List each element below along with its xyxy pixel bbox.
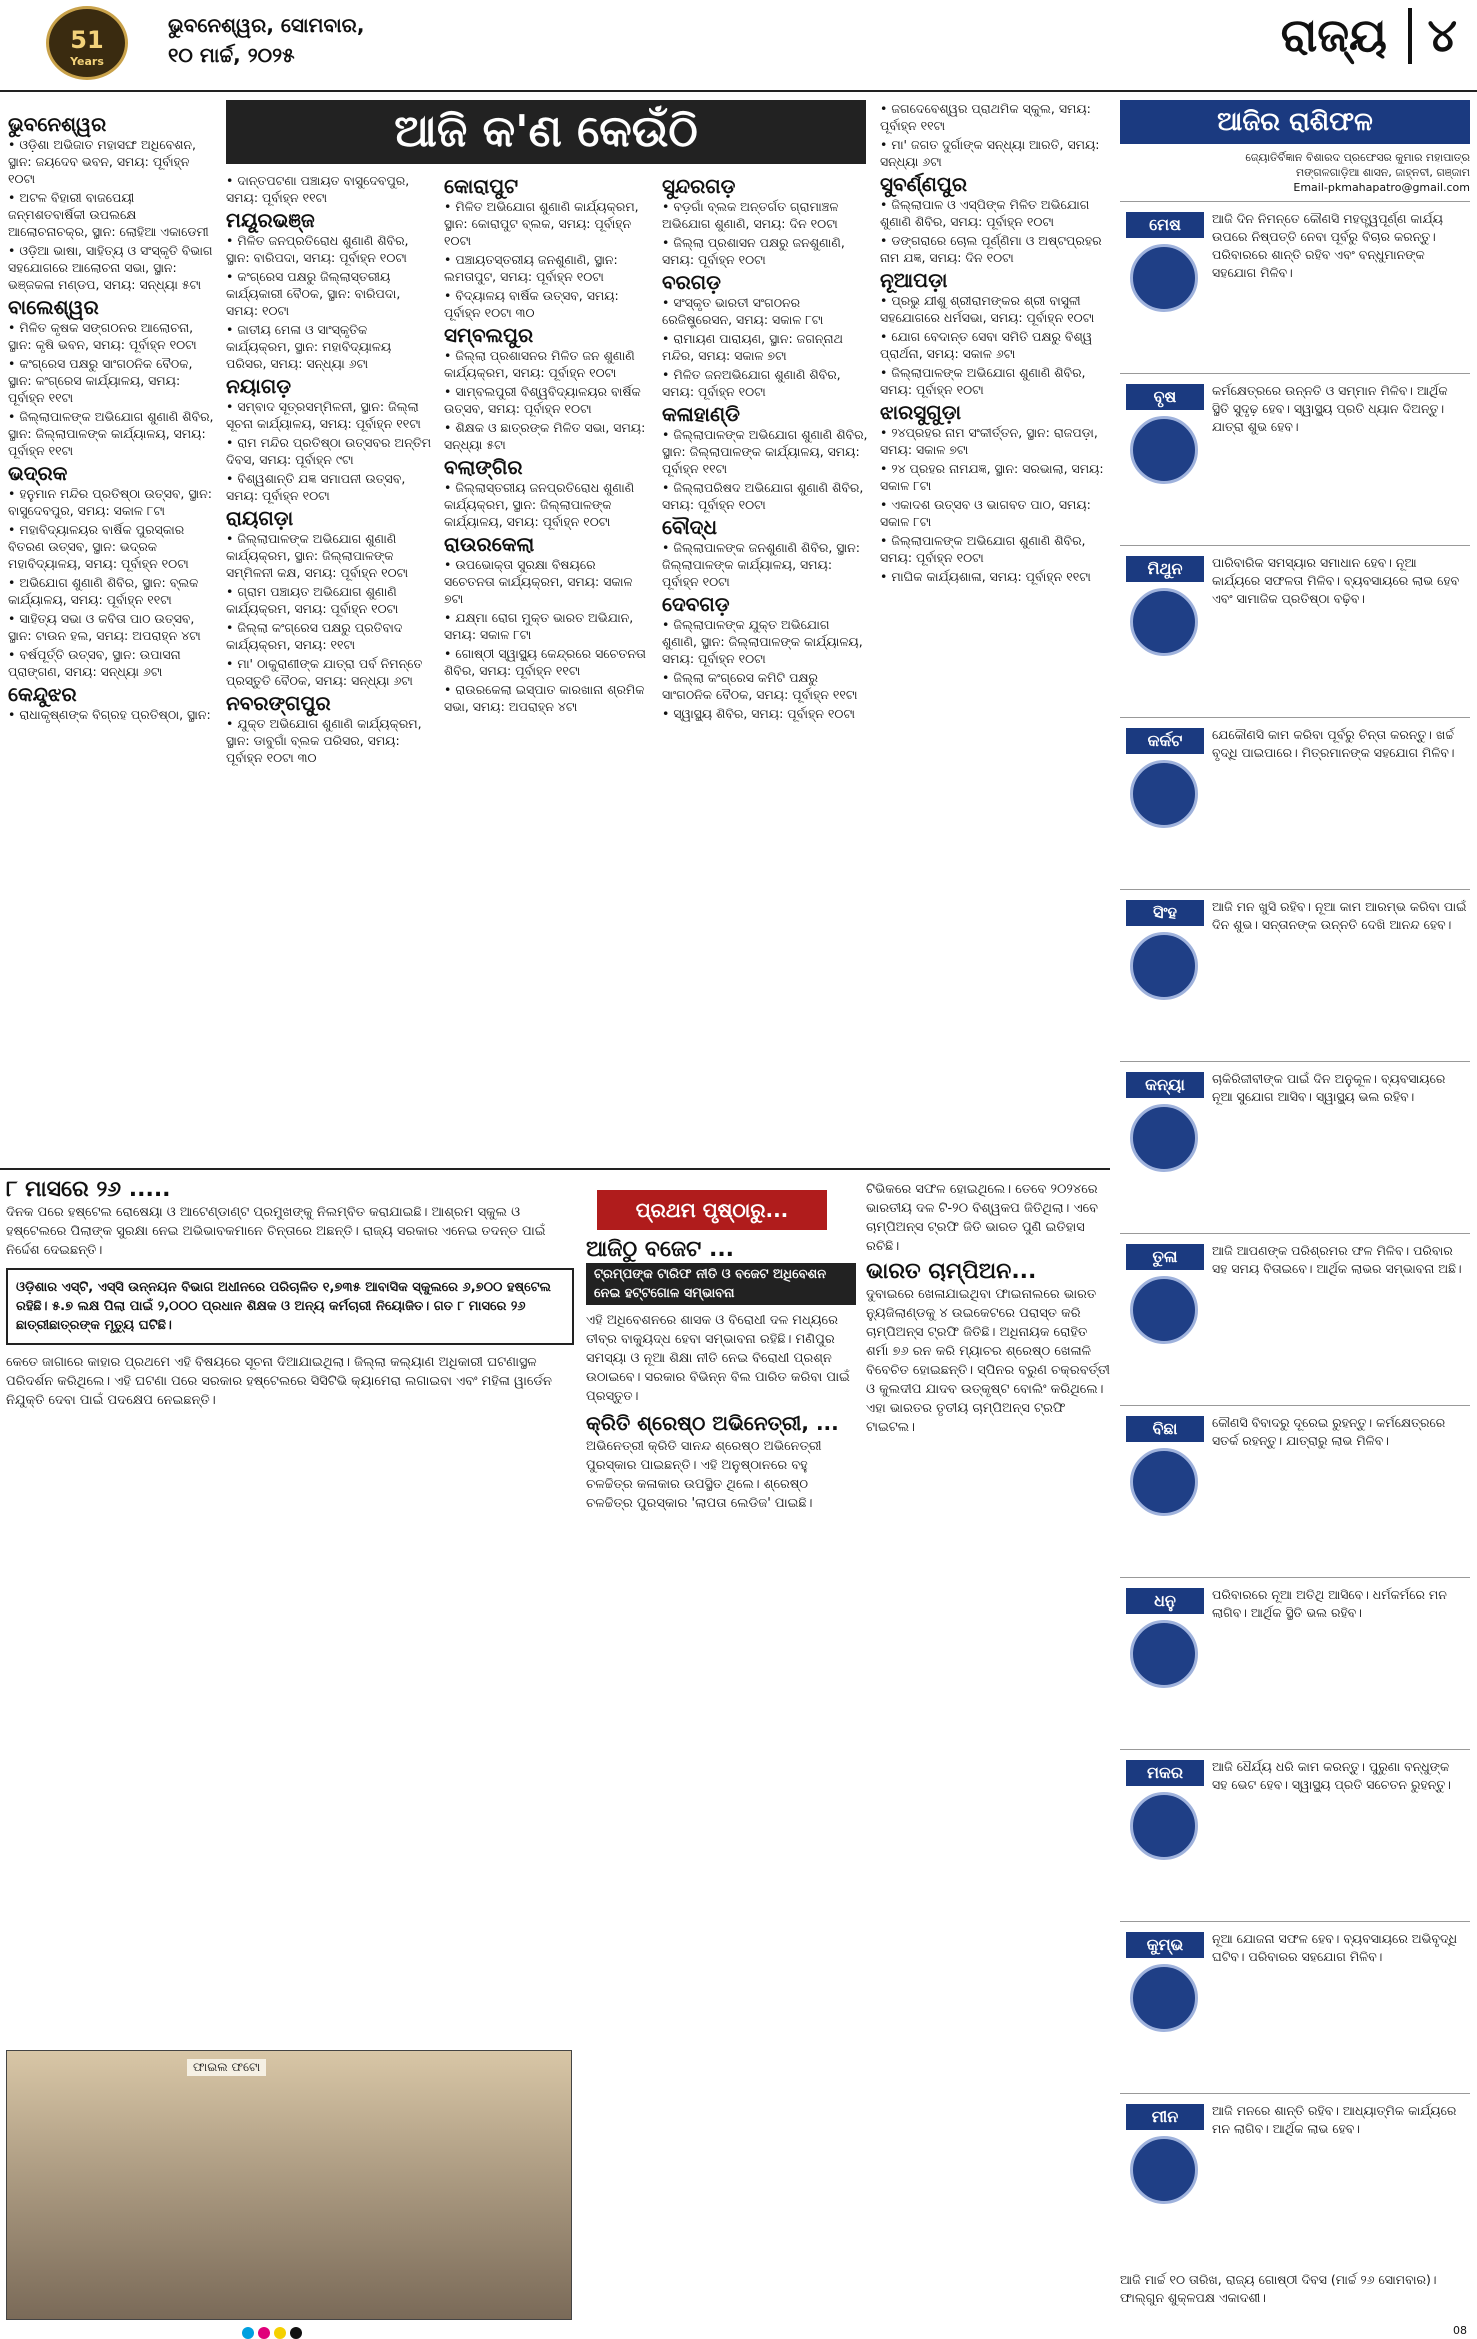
color-registration-marks: [240, 2324, 304, 2339]
zodiac-icon: [1130, 588, 1198, 656]
article-india-champion: [866, 1180, 1110, 1437]
zodiac-sign: [1120, 1749, 1470, 1921]
event-item: • ଜିଲ୍ଲା ପ୍ରଶାସନର ମିଳିତ ଜନ ଶୁଣାଣି କାର୍ଯ୍ୟକ୍ରମ, ସମୟ: ପୂର୍ବାହ୍ନ ୧୦ଟା: [444, 348, 635, 380]
event-item: • ଏକାଦଶ ଉତ୍ସବ ଓ ଭାଗବତ ପାଠ, ସମୟ: ସକାଳ ୮ଟା: [880, 497, 1091, 529]
event-place-heading: ନୂଆପଡ଼ା: [880, 268, 948, 292]
event-item: • ରାମ ମନ୍ଦିର ପ୍ରତିଷ୍ଠା ଉତ୍ସବର ଅନ୍ତିମ ଦିବସ, ସମୟ: ପୂର୍ବାହ୍ନ ୯ଟା: [226, 435, 432, 467]
event-item: • ଗ୍ରାମ ପଞ୍ଚାୟତ ଅଭିଯୋଗ ଶୁଣାଣି କାର୍ଯ୍ୟକ୍ରମ, ସମୟ: ପୂର୍ବାହ୍ନ ୧୦ଟା: [226, 584, 399, 616]
event-item: • ଜିଲ୍ଲା କଂଗ୍ରେସ ପକ୍ଷରୁ ପ୍ରତିବାଦ କାର୍ଯ୍ୟକ୍ରମ, ସମୟ: ୧୧ଟା: [226, 620, 403, 652]
event-place-heading: କଳାହାଣ୍ଡି: [662, 402, 740, 426]
event-place-heading: କେନ୍ଦୁଝର: [8, 682, 77, 706]
zodiac-icon: [1130, 1792, 1198, 1860]
zodiac-sign-name: କନ୍ୟା: [1126, 1072, 1204, 1098]
zodiac-icon: [1130, 1276, 1198, 1344]
event-item: • ମିଳିତ ଅଭିଯୋଗ ଶୁଣାଣି କାର୍ଯ୍ୟକ୍ରମ, ସ୍ଥାନ: କୋରାପୁଟ ବ୍ଲକ, ସମୟ: ପୂର୍ବାହ୍ନ ୧୦ଟା: [444, 199, 639, 248]
section-divider: [0, 1168, 1110, 1170]
zodiac-sign-name: ମେଷ: [1126, 212, 1204, 238]
article-highlight-box: ଓଡ଼ିଶାର ଏସ୍‌ଟି, ଏସ୍‌ସି ଉନ୍ନୟନ ବିଭାଗ ଅଧୀନରେ ପରିଚାଳିତ ୧,୭୩୫ ଆବାସିକ ସ୍କୁଲରେ ୬,୭୦୦ ହଷ୍ଟେଲ ରହିଛି। ୫.୭ ଲକ୍ଷ ପିଲା ପାଇଁ ୨,୦୦୦ ପ୍ରଧାନ ଶିକ୍ଷକ ଓ ଅନ୍ୟ କର୍ମଚାରୀ ନିୟୋଜିତ। ଗତ ୮ ମାସରେ ୨୬ ଛାତ୍ରୀଛାତ୍ରଙ୍କ ମୃତ୍ୟୁ ଘଟିଛି।: [6, 1268, 574, 1345]
photo-caption: ଫାଇଲ ଫଟୋ: [187, 2059, 266, 2076]
zodiac-icon: [1130, 416, 1198, 484]
zodiac-sign: [1120, 1921, 1470, 2093]
event-item: • ସ୍ୱାସ୍ଥ୍ୟ ଶିବିର, ସମୟ: ପୂର୍ବାହ୍ନ ୧୦ଟା: [662, 706, 855, 721]
event-item: • ଓଡ଼ିଶା ଅଭିଜାତ ମହାସଙ୍ଘ ଅଧିବେଶନ, ସ୍ଥାନ: ଜୟଦେବ ଭବନ, ସମୟ: ପୂର୍ବାହ୍ନ ୧୦ଟା: [8, 137, 197, 186]
zodiac-icon: [1130, 2136, 1198, 2204]
event-place-heading: ସମ୍ବଲପୁର: [444, 323, 534, 347]
zodiac-prediction: ଆଜି ଦିନ ନିମନ୍ତେ କୌଣସି ମହତ୍ତ୍ୱପୂର୍ଣ୍ଣ କାର୍ଯ୍ୟ ଉପରେ ନିଷ୍ପତ୍ତି ନେବା ପୂର୍ବରୁ ବିଚାର କରନ୍ତୁ। ପରିବାରରେ ଶାନ୍ତି ରହିବ ଏବଂ ବନ୍ଧୁମାନଙ୍କ ସହଯୋଗ ମିଳିବ।: [1212, 211, 1443, 280]
event-item: • ୨୪ ପ୍ରହର ନାମଯଜ୍ଞ, ସ୍ଥାନ: ସରଭାଲା, ସମୟ: ସକାଳ ୮ଟା: [880, 461, 1104, 493]
kriti-body: ଅଭିନେତ୍ରୀ କ୍ରିତି ସାନନ୍ଦ ଶ୍ରେଷ୍ଠ ଅଭିନେତ୍ରୀ ପୁରସ୍କାର ପାଇଛନ୍ତି। ଏହି ଅନୁଷ୍ଠାନରେ ବହୁ ଚଳଚ୍ଚିତ୍ର କଳାକାର ଉପସ୍ଥିତ ଥିଲେ। ଶ୍ରେଷ୍ଠ ଚଳଚ୍ଚିତ୍ର ପୁରସ୍କାର 'ଲାପତା ଲେଡିଜ' ପାଇଛି।: [586, 1439, 822, 1511]
zodiac-sign: [1120, 1577, 1470, 1749]
page-number: ୪: [1408, 8, 1458, 64]
champion-body: ଦୁବାଇରେ ଖେଳାଯାଇଥିବା ଫାଇନାଲରେ ଭାରତ ନ୍ୟୁଜିଲାଣ୍ଡକୁ ୪ ଉଇକେଟରେ ପରାସ୍ତ କରି ଚାମ୍ପିଅନ୍ସ ଟ୍ରଫି ଜିତିଛି। ଅଧିନାୟକ ରୋହିତ ଶର୍ମା ୭୬ ରନ କରି ମ୍ୟାଚର ଶ୍ରେଷ୍ଠ ଖେଳାଳି ବିବେଚିତ ହୋଇଛନ୍ତି। ସ୍ପିନର ବରୁଣ ଚକ୍ରବର୍ତ୍ତୀ ଓ କୁଲଦୀପ ଯାଦବ ଉତ୍କୃଷ୍ଟ ବୋଲିଂ କରିଥିଲେ। ଏହା ଭାରତର ତୃତୀୟ ଚାମ୍ପିଅନ୍ସ ଟ୍ରଫି ଟାଇଟଲ।: [866, 1287, 1110, 1435]
event-item: • ଗୋଷ୍ଠୀ ସ୍ୱାସ୍ଥ୍ୟ କେନ୍ଦ୍ରରେ ସଚେତନତା ଶିବିର, ସମୟ: ପୂର୍ବାହ୍ନ ୧୧ଟା: [444, 646, 646, 678]
event-place-heading: ନୟାଗଡ଼: [226, 374, 292, 398]
zodiac-icon: [1130, 1448, 1198, 1516]
event-item: • ମହାବିଦ୍ୟାଳୟର ବାର୍ଷିକ ପୁରସ୍କାର ବିତରଣ ଉତ୍ସବ, ସ୍ଥାନ: ଭଦ୍ରକ ମହାବିଦ୍ୟାଳୟ, ସମୟ: ପୂର୍ବାହ୍ନ ୧୦ଟା: [8, 522, 189, 571]
masthead: [0, 0, 1477, 92]
event-item: • ଅଭିଯୋଗ ଶୁଣାଣି ଶିବିର, ସ୍ଥାନ: ବ୍ଲକ କାର୍ଯ୍ୟାଳୟ, ସମୟ: ପୂର୍ବାହ୍ନ ୧୧ଟା: [8, 575, 199, 607]
zodiac-sign-name: ବିଛା: [1126, 1416, 1204, 1442]
budget-subheadline: ଟ୍ରମ୍ପଙ୍କ ଟାରିଫ ନୀତି ଓ ବଜେଟ ଅଧିବେଶନ ନେଇ ହଟ୍ଟଗୋଳ ସମ୍ଭାବନା: [586, 1263, 856, 1305]
horoscope-byline: [1120, 150, 1470, 195]
event-item: • ପଞ୍ଚାୟତସ୍ତରୀୟ ଜନଶୁଣାଣି, ସ୍ଥାନ: ଲମତାପୁଟ, ସମୟ: ପୂର୍ବାହ୍ନ ୧୦ଟା: [444, 252, 618, 284]
zodiac-prediction: କୌଣସି ବିବାଦରୁ ଦୂରେଇ ରୁହନ୍ତୁ। କର୍ମକ୍ଷେତ୍ରରେ ସତର୍କ ରହନ୍ତୁ। ଯାତ୍ରାରୁ ଲାଭ ମିଳିବ।: [1212, 1415, 1446, 1448]
budget-headline: ଆଜିଠୁ ବଜେଟ ...: [586, 1237, 735, 1262]
event-item: • ରାଧାକୃଷ୍ଣଙ୍କ ବିଗ୍ରହ ପ୍ରତିଷ୍ଠା, ସ୍ଥାନ:: [8, 707, 211, 722]
zodiac-icon: [1130, 244, 1198, 312]
event-item: • ମା' ଠାକୁରାଣୀଙ୍କ ଯାତ୍ରା ପର୍ବ ନିମନ୍ତେ ପ୍ରସ୍ତୁତି ବୈଠକ, ସମୟ: ସନ୍ଧ୍ୟା ୬ଟା: [226, 656, 423, 688]
newspaper-logo: [46, 6, 128, 80]
zodiac-sign: [1120, 2093, 1470, 2265]
event-item: • ବଡ଼ଗାଁ ବ୍ଲକ ଅନ୍ତର୍ଗତ ଗ୍ରାମାଞ୍ଚଳ ଅଭିଯୋଗ ଶୁଣାଣି, ସମୟ: ଦିନ ୧୦ଟା: [662, 199, 839, 231]
events-column-3: [444, 172, 650, 717]
event-item: • ଜାତୀୟ ମେଳା ଓ ସାଂସ୍କୃତିକ କାର୍ଯ୍ୟକ୍ରମ, ସ୍ଥାନ: ମହାବିଦ୍ୟାଳୟ ପରିସର, ସମୟ: ସନ୍ଧ୍ୟା ୬ଟା: [226, 322, 392, 371]
magenta-dot: [258, 2327, 270, 2339]
zodiac-icon: [1130, 932, 1198, 1000]
zodiac-prediction: ଆଜି ଧୈର୍ଯ୍ୟ ଧରି କାମ କରନ୍ତୁ। ପୁରୁଣା ବନ୍ଧୁଙ୍କ ସହ ଭେଟ ହେବ। ସ୍ୱାସ୍ଥ୍ୟ ପ୍ରତି ସଚେତନ ରୁହନ୍ତୁ।: [1212, 1759, 1451, 1792]
event-item: • ମିଳିତ କୃଷକ ସଙ୍ଗଠନର ଆଲୋଚନା, ସ୍ଥାନ: କୃଷି ଭବନ, ସମୟ: ପୂର୍ବାହ୍ନ ୧୦ଟା: [8, 320, 197, 352]
horoscope-footer-note: ଆଜି ମାର୍ଚ୍ଚ ୧୦ ତାରିଖ, ରାଜ୍ୟ ଗୋଷ୍ଠୀ ଦିବସ (ମାର୍ଚ୍ଚ ୨୬ ସୋମବାର)। ଫାଲ୍‌ଗୁନ ଶୁକ୍ଳପକ୍ଷ ଏକାଦଶୀ।: [1120, 2272, 1437, 2305]
event-item: • ଦାନ୍ତପଟଣା ପଞ୍ଚାୟତ ବାସୁଦେବପୁର, ସମୟ: ପୂର୍ବାହ୍ନ ୧୧ଟା: [226, 173, 410, 205]
zodiac-sign: [1120, 717, 1470, 889]
event-item: • ମା' ଜଗତ ଦୁର୍ଗାଙ୍କ ସନ୍ଧ୍ୟା ଆରତି, ସମୟ: ସନ୍ଧ୍ୟା ୬ଟା: [880, 137, 1100, 169]
event-place-heading: କୋରାପୁଟ: [444, 174, 519, 198]
budget-body: ଏହି ଅଧିବେଶନରେ ଶାସକ ଓ ବିରୋଧୀ ଦଳ ମଧ୍ୟରେ ତୀବ୍ର ବାକ୍ୟୁଦ୍ଧ ହେବା ସମ୍ଭାବନା ରହିଛି। ମଣିପୁର ସମସ୍ୟା ଓ ନୂଆ ଶିକ୍ଷା ନୀତି ନେଇ ବିରୋଧୀ ପ୍ରଶ୍ନ ଉଠାଇବେ। ସରକାର ବିଭିନ୍ନ ବିଲ ପାରିତ କରିବା ପାଇଁ ପ୍ରସ୍ତୁତ।: [586, 1313, 850, 1404]
article-body: ଦିନକ ପରେ ହଷ୍ଟେଲ ରୋଷେୟା ଓ ଆଟେଣ୍ଡାଣ୍ଟ ପ୍ରମୁଖଙ୍କୁ ନିଲମ୍ବିତ କରାଯାଇଛି। ଆଶ୍ରମ ସ୍କୁଲ ଓ ହଷ୍ଟେଲରେ ପିଲାଙ୍କ ସୁରକ୍ଷା ନେଇ ଅଭିଭାବକମାନେ ଚିନ୍ତାରେ ଅଛନ୍ତି। ରାଜ୍ୟ ସରକାର ଏନେଇ ତଦନ୍ତ ପାଇଁ ନିର୍ଦ୍ଦେଶ ଦେଇଛନ୍ତି।: [6, 1205, 546, 1258]
zodiac-sign-name: ମିଥୁନ: [1126, 556, 1204, 582]
zodiac-prediction: କର୍ମକ୍ଷେତ୍ରରେ ଉନ୍ନତି ଓ ସମ୍ମାନ ମିଳିବ। ଆର୍ଥିକ ସ୍ଥିତି ସୁଦୃଢ଼ ହେବ। ସ୍ୱାସ୍ଥ୍ୟ ପ୍ରତି ଧ୍ୟାନ ଦିଅନ୍ତୁ। ଯାତ୍ରା ଶୁଭ ହେବ।: [1212, 383, 1448, 434]
event-item: • ବର୍ଷପୂର୍ତ୍ତି ଉତ୍ସବ, ସ୍ଥାନ: ଉପାସନା ପ୍ରାଙ୍ଗଣ, ସମୟ: ସନ୍ଧ୍ୟା ୬ଟା: [8, 647, 181, 679]
event-place-heading: ନବରଙ୍ଗପୁର: [226, 691, 331, 715]
zodiac-sign-name: ସିଂହ: [1126, 900, 1204, 926]
continuation-label: ପ୍ରଥମ ପୃଷ୍ଠାରୁ...: [597, 1190, 827, 1230]
zodiac-prediction: ପାରିବାରିକ ସମସ୍ୟାର ସମାଧାନ ହେବ। ନୂଆ କାର୍ଯ୍ୟରେ ସଫଳତା ମିଳିବ। ବ୍ୟବସାୟରେ ଲାଭ ହେବ ଏବଂ ସାମାଜିକ ପ୍ରତିଷ୍ଠା ବଢ଼ିବ।: [1212, 555, 1460, 606]
event-item: • ଯୋଗ ବେଦାନ୍ତ ସେବା ସମିତି ପକ୍ଷରୁ ବିଶ୍ୱ ପ୍ରାର୍ଥନା, ସମୟ: ସକାଳ ୬ଟା: [880, 329, 1093, 361]
zodiac-sign: [1120, 1233, 1470, 1405]
event-item: • ଜିଲ୍ଲାପାଳଙ୍କ ଯୁକ୍ତ ଅଭିଯୋଗ ଶୁଣାଣି, ସ୍ଥାନ: ଜିଲ୍ଲାପାଳଙ୍କ କାର୍ଯ୍ୟାଳୟ, ସମୟ: ପୂର୍ବାହ୍ନ ୧୦ଟା: [662, 617, 863, 666]
event-place-heading: ବଲାଙ୍ଗିର: [444, 455, 523, 479]
zodiac-sign: [1120, 1061, 1470, 1233]
event-item: • ଜଗଦେବେଶ୍ୱର ପ୍ରାଥମିକ ସ୍କୁଲ, ସମୟ: ପୂର୍ବାହ୍ନ ୧୧ଟା: [880, 101, 1091, 133]
events-banner: ଆଜି କ'ଣ କେଉଁଠି: [226, 100, 866, 164]
zodiac-sign-name: ମକର: [1126, 1760, 1204, 1786]
champion-headline: ଭାରତ ଚାମ୍ପିଅନ...: [866, 1259, 1037, 1284]
zodiac-prediction: ଆଜି ମନ ଖୁସି ରହିବ। ନୂଆ କାମ ଆରମ୍ଭ କରିବା ପାଇଁ ଦିନ ଶୁଭ। ସନ୍ତାନଙ୍କ ଉନ୍ନତି ଦେଖି ଆନନ୍ଦ ହେବ।: [1212, 899, 1467, 932]
event-item: • ଜିଲ୍ଲା କଂଗ୍ରେସ କମିଟି ପକ୍ଷରୁ ସାଂଗଠନିକ ବୈଠକ, ସମୟ: ପୂର୍ବାହ୍ନ ୧୧ଟା: [662, 670, 858, 702]
zodiac-sign: [1120, 889, 1470, 1061]
event-place-heading: ବରଗଡ଼: [662, 270, 721, 294]
event-item: • ଯକ୍ଷ୍ମା ରୋଗ ମୁକ୍ତ ଭାରତ ଅଭିଯାନ, ସମୟ: ସକାଳ ୮ଟା: [444, 610, 634, 642]
section-name: ରାଜ୍ୟ: [1280, 8, 1387, 62]
event-item: • ସଂସ୍କୃତ ଭାରତୀ ସଂଗଠନର ରେଜିଷ୍ଟ୍ରେସନ, ସମୟ: ସକାଳ ୮ଟା: [662, 295, 824, 327]
champion-lead: ଟିଭିକରେ ସଫଳ ହୋଇଥିଲେ। ତେବେ ୨୦୨୪ରେ ଭାରତୀୟ ଦଳ ଟି-୨୦ ବିଶ୍ୱକପ ଜିତିଥିଲା। ଏବେ ଚାମ୍ପିଅନ୍ସ ଟ୍ରଫି ଜିତି ଭାରତ ପୁଣି ଇତିହାସ ରଚିଛି।: [866, 1182, 1099, 1254]
events-column-5: [880, 100, 1108, 587]
article-photo: [6, 2050, 572, 2320]
event-item: • ୨୪ପ୍ରହର ନାମ ସଂକୀର୍ତ୍ତନ, ସ୍ଥାନ: ରାଜପଡ଼ା, ସମୟ: ସକାଳ ୭ଟା: [880, 425, 1098, 457]
event-item: • ଅଟଳ ବିହାରୀ ବାଜପେୟୀ ଜନ୍ମଶତବାର୍ଷିକୀ ଉପଲକ୍ଷେ ଆଲୋଚନାଚକ୍ର, ସ୍ଥାନ: ଲୋହିଆ ଏକାଡେମୀ: [8, 190, 209, 239]
event-item: • ମିଳିତ ଜନଅଭିଯୋଗ ଶୁଣାଣି ଶିବିର, ସମୟ: ପୂର୍ବାହ୍ନ ୧୦ଟା: [662, 367, 841, 399]
zodiac-sign-name: ମୀନ: [1126, 2104, 1204, 2130]
event-place-heading: ରାୟଗଡ଼ା: [226, 506, 294, 530]
event-place-heading: ଭଦ୍ରକ: [8, 461, 68, 485]
event-item: • ଜିଲ୍ଲାପାଳ ଓ ଏସ୍‌ପିଙ୍କ ମିଳିତ ଅଭିଯୋଗ ଶୁଣାଣି ଶିବିର, ସମୟ: ପୂର୍ବାହ୍ନ ୧୦ଟା: [880, 197, 1090, 229]
events-column-2: [226, 172, 432, 768]
event-item: • ଜିଲ୍ଲାପାଳଙ୍କ ଅଭିଯୋଗ ଶୁଣାଣି ଶିବିର, ସମୟ: ପୂର୍ବାହ୍ନ ୧୦ଟା: [880, 365, 1086, 397]
page-code: 08: [1453, 2324, 1467, 2337]
event-item: • ଶିକ୍ଷକ ଓ ଛାତ୍ରଙ୍କ ମିଳିତ ସଭା, ସମୟ: ସନ୍ଧ୍ୟା ୫ଟା: [444, 420, 646, 452]
event-place-heading: ଦେବଗଡ଼: [662, 592, 730, 616]
black-dot: [290, 2327, 302, 2339]
zodiac-icon: [1130, 1104, 1198, 1172]
zodiac-sign: [1120, 373, 1470, 545]
zodiac-sign-name: ତୁଳା: [1126, 1244, 1204, 1270]
event-item: • ଜିଲ୍ଲାପାଳଙ୍କ ଜନଶୁଣାଣି ଶିବିର, ସ୍ଥାନ: ଜିଲ୍ଲାପାଳଙ୍କ କାର୍ଯ୍ୟାଳୟ, ସମୟ: ପୂର୍ବାହ୍ନ ୧୦ଟା: [662, 540, 860, 589]
events-column-1: [8, 110, 214, 725]
event-place-heading: ବାଲେଶ୍ୱର: [8, 295, 99, 319]
event-item: • ସମ୍ବାଦ ସୂତ୍ରସମ୍ମିଳନୀ, ସ୍ଥାନ: ଜିଲ୍ଲା ସୂଚନା କାର୍ଯ୍ୟାଳୟ, ସମୟ: ପୂର୍ବାହ୍ନ ୧୧ଟା: [226, 399, 421, 431]
byline-name: ଜ୍ୟୋତିର୍ବିଜ୍ଞାନ ବିଶାରଦ ପ୍ରଫେସର କୁମାର ମହାପାତ୍ର: [1245, 151, 1470, 164]
event-item: • ଜିଲ୍ଲାସ୍ତରୀୟ ଜନପ୍ରତିରୋଧ ଶୁଣାଣି କାର୍ଯ୍ୟକ୍ରମ, ସ୍ଥାନ: ଜିଲ୍ଲାପାଳଙ୍କ କାର୍ଯ୍ୟାଳୟ, ସମୟ: ପୂର୍ବାହ୍ନ ୧୦ଟା: [444, 480, 635, 529]
horoscope-section: [1120, 100, 1470, 2307]
event-item: • ଜିଲ୍ଲାପାଳଙ୍କ ଅଭିଯୋଗ ଶୁଣାଣି କାର୍ଯ୍ୟକ୍ରମ, ସ୍ଥାନ: ଜିଲ୍ଲାପାଳଙ୍କ ସମ୍ମିଳନୀ କକ୍ଷ, ସମୟ: ପୂର୍ବାହ୍ନ ୧୦ଟା: [226, 531, 409, 580]
event-item: • ବିଶ୍ୱଶାନ୍ତି ଯଜ୍ଞ ସମାପନୀ ଉତ୍ସବ, ସମୟ: ପୂର୍ବାହ୍ନ ୧୦ଟା: [226, 471, 406, 503]
date-line-2: ୧୦ ମାର୍ଚ୍ଚ, ୨୦୨୫: [168, 43, 295, 67]
event-item: • ଜିଲ୍ଲାପରିଷଦ ଅଭିଯୋଗ ଶୁଣାଣି ଶିବିର, ସମୟ: ପୂର୍ବାହ୍ନ ୧୦ଟା: [662, 480, 864, 512]
event-item: • ବିଦ୍ୟାଳୟ ବାର୍ଷିକ ଉତ୍ସବ, ସମୟ: ପୂର୍ବାହ୍ନ ୧୦ଟା ୩୦: [444, 288, 619, 320]
zodiac-sign: [1120, 545, 1470, 717]
logo-years-label: Years: [70, 55, 104, 68]
kriti-headline: କ୍ରିତି ଶ୍ରେଷ୍ଠ ଅଭିନେତ୍ରୀ, ...: [586, 1411, 839, 1435]
zodiac-prediction: ଚାକିରିଜୀବୀଙ୍କ ପାଇଁ ଦିନ ଅନୁକୂଳ। ବ୍ୟବସାୟରେ ନୂଆ ସୁଯୋଗ ଆସିବ। ସ୍ୱାସ୍ଥ୍ୟ ଭଲ ରହିବ।: [1212, 1071, 1446, 1104]
event-item: • ରାଉରକେଲା ଇସ୍ପାତ କାରଖାନା ଶ୍ରମିକ ସଭା, ସମୟ: ଅପରାହ୍ନ ୪ଟା: [444, 682, 645, 714]
event-item: • କଂଗ୍ରେସ ପକ୍ଷରୁ ସାଂଗଠନିକ ବୈଠକ, ସ୍ଥାନ: କଂଗ୍ରେସ କାର୍ଯ୍ୟାଳୟ, ସମୟ: ପୂର୍ବାହ୍ନ ୧୧ଟା: [8, 356, 193, 405]
logo-years: 51: [70, 26, 104, 54]
event-place-heading: ସୁବର୍ଣ୍ଣପୁର: [880, 172, 968, 196]
dateline: [168, 10, 364, 70]
event-item: • ଉପଭୋକ୍ତା ସୁରକ୍ଷା ବିଷୟରେ ସଚେତନତା କାର୍ଯ୍ୟକ୍ରମ, ସମୟ: ସକାଳ ୭ଟା: [444, 557, 633, 606]
event-item: • ହନୁମାନ ମନ୍ଦିର ପ୍ରତିଷ୍ଠା ଉତ୍ସବ, ସ୍ଥାନ: ବାସୁଦେବପୁର, ସମୟ: ସକାଳ ୮ଟା: [8, 486, 212, 518]
byline-address: ମଙ୍ଗଳଗାଡ଼ିଆ ଶାସନ, ଜାହ୍ନବୀ, ଗଞ୍ଜାମ: [1295, 166, 1470, 179]
event-item: • ଓଡ଼ିଆ ଭାଷା, ସାହିତ୍ୟ ଓ ସଂସ୍କୃତି ବିଭାଗ ସହଯୋଗରେ ଆଲୋଚନା ସଭା, ସ୍ଥାନ: ଭଞ୍ଜକଳା ମଣ୍ଡପ, ସମୟ: ସନ୍ଧ୍ୟା ୫ଟା: [8, 243, 213, 292]
zodiac-sign-name: ଧନୁ: [1126, 1588, 1204, 1614]
zodiac-sign-name: କୁମ୍ଭ: [1126, 1932, 1204, 1958]
event-item: • କଂଗ୍ରେସ ପକ୍ଷରୁ ଜିଲ୍ଲାସ୍ତରୀୟ କାର୍ଯ୍ୟକାରୀ ବୈଠକ, ସ୍ଥାନ: ବାରିପଦା, ସମୟ: ୧୦ଟା: [226, 269, 401, 318]
zodiac-icon: [1130, 760, 1198, 828]
event-item: • ପ୍ରଭୁ ଯୀଶୁ ଶ୍ରୀରାମଙ୍କର ଶ୍ରୀ ବାସୁଳୀ ସହଯୋଗରେ ଧର୍ମସଭା, ସମୟ: ପୂର୍ବାହ୍ନ ୧୦ଟା: [880, 293, 1095, 325]
article-headline: ୮ ମାସରେ ୨୬ .....: [6, 1177, 171, 1202]
zodiac-prediction: ପରିବାରରେ ନୂଆ ଅତିଥି ଆସିବେ। ଧର୍ମକର୍ମରେ ମନ ଲାଗିବ। ଆର୍ଥିକ ସ୍ଥିତି ଭଲ ରହିବ।: [1212, 1587, 1447, 1620]
events-column-4: [662, 172, 868, 724]
cyan-dot: [242, 2327, 254, 2339]
event-place-heading: ଝାରସୁଗୁଡ଼ା: [880, 400, 962, 424]
zodiac-prediction: ନୂଆ ଯୋଜନା ସଫଳ ହେବ। ବ୍ୟବସାୟରେ ଅଭିବୃଦ୍ଧି ଘଟିବ। ପରିବାରର ସହଯୋଗ ମିଳିବ।: [1212, 1931, 1458, 1964]
event-item: • ଜିଲ୍ଲାପାଳଙ୍କ ଅଭିଯୋଗ ଶୁଣାଣି ଶିବିର, ସ୍ଥାନ: ଜିଲ୍ଲାପାଳଙ୍କ କାର୍ଯ୍ୟାଳୟ, ସମୟ: ପୂର୍ବାହ୍ନ ୧୧ଟା: [662, 427, 868, 476]
date-line-1: ଭୁବନେଶ୍ୱର, ସୋମବାର,: [168, 13, 365, 37]
zodiac-icon: [1130, 1620, 1198, 1688]
event-item: • ଜିଲ୍ଲାପାଳଙ୍କ ଅଭିଯୋଗ ଶୁଣାଣି ଶିବିର, ସ୍ଥାନ: ଜିଲ୍ଲାପାଳଙ୍କ କାର୍ଯ୍ୟାଳୟ, ସମୟ: ପୂର୍ବାହ୍ନ ୧୧ଟା: [8, 409, 214, 458]
zodiac-sign-name: କର୍କଟ: [1126, 728, 1204, 754]
event-item: • ଜିଲ୍ଲା ପ୍ରଶାସନ ପକ୍ଷରୁ ଜନଶୁଣାଣି, ସମୟ: ପୂର୍ବାହ୍ନ ୧୦ଟା: [662, 235, 845, 267]
yellow-dot: [274, 2327, 286, 2339]
zodiac-prediction: ଆଜି ଆପଣଙ୍କ ପରିଶ୍ରମର ଫଳ ମିଳିବ। ପରିବାର ସହ ସମୟ ବିତାଇବେ। ଆର୍ଥିକ ଲାଭର ସମ୍ଭାବନା ଅଛି।: [1212, 1243, 1462, 1276]
event-item: • ମିଳିତ ଜନପ୍ରତିରୋଧ ଶୁଣାଣି ଶିବିର, ସ୍ଥାନ: ବାରିପଦା, ସମୟ: ପୂର୍ବାହ୍ନ ୧୦ଟା: [226, 233, 409, 265]
event-place-heading: ରାଉରକେଲା: [444, 532, 535, 556]
event-place-heading: ସୁନ୍ଦରଗଡ଼: [662, 174, 736, 198]
event-place-heading: ଭୁବନେଶ୍ୱର: [8, 112, 107, 136]
byline-email: Email-pkmahapatro@gmail.com: [1293, 181, 1470, 194]
event-place-heading: ବୌଦ୍ଧ: [662, 515, 717, 539]
zodiac-prediction: ଆଜି ମନରେ ଶାନ୍ତି ରହିବ। ଆଧ୍ୟାତ୍ମିକ କାର୍ଯ୍ୟରେ ମନ ଲାଗିବ। ଆର୍ଥିକ ଲାଭ ହେବ।: [1212, 2103, 1457, 2136]
event-item: • ସାମ୍ବଲପୁରୀ ବିଶ୍ୱବିଦ୍ୟାଳୟର ବାର୍ଷିକ ଉତ୍ସବ, ସମୟ: ପୂର୍ବାହ୍ନ ୧୦ଟା: [444, 384, 641, 416]
event-item: • ଯୁକ୍ତ ଅଭିଯୋଗ ଶୁଣାଣି କାର୍ଯ୍ୟକ୍ରମ, ସ୍ଥାନ: ଡାବୁଗାଁ ବ୍ଲକ ପରିସର, ସମୟ: ପୂର୍ବାହ୍ନ ୧୦ଟା ୩୦: [226, 716, 422, 765]
event-place-heading: ମୟୂରଭଞ୍ଜ: [226, 208, 315, 232]
event-item: • ଜିଲ୍ଲାପାଳଙ୍କ ଅଭିଯୋଗ ଶୁଣାଣି ଶିବିର, ସମୟ: ପୂର୍ବାହ୍ନ ୧୦ଟା: [880, 533, 1086, 565]
event-item: • ସାହିତ୍ୟ ସଭା ଓ କବିତା ପାଠ ଉତ୍ସବ, ସ୍ଥାନ: ଟାଉନ ହଲ, ସମୟ: ଅପରାହ୍ନ ୪ଟା: [8, 611, 201, 643]
zodiac-icon: [1130, 1964, 1198, 2032]
article-hostel-deaths: [6, 1177, 574, 1410]
event-item: • ମାଘିକ କାର୍ଯ୍ୟଶାଳା, ସମୟ: ପୂର୍ବାହ୍ନ ୧୧ଟା: [880, 569, 1091, 584]
print-footer: [0, 2322, 1477, 2339]
zodiac-sign: [1120, 1405, 1470, 1577]
event-item: • ରାମାୟଣ ପାରାୟଣ, ସ୍ଥାନ: ଜଗନ୍ନାଥ ମନ୍ଦିର, ସମୟ: ସକାଳ ୭ଟା: [662, 331, 843, 363]
zodiac-prediction: ଯେକୌଣସି କାମ କରିବା ପୂର୍ବରୁ ଚିନ୍ତା କରନ୍ତୁ। ଖର୍ଚ୍ଚ ବୃଦ୍ଧି ପାଇପାରେ। ମିତ୍ରମାନଙ୍କ ସହଯୋଗ ମିଳିବ।: [1212, 727, 1455, 760]
zodiac-sign: [1120, 201, 1470, 373]
zodiac-sign-name: ବୃଷ: [1126, 384, 1204, 410]
article-budget: [586, 1237, 856, 1513]
event-item: • ଡଙ୍ଗରାରେ ଚୋଲ ପୂର୍ଣ୍ଣିମା ଓ ଅଷ୍ଟପ୍ରହର ନାମ ଯଜ୍ଞ, ସମୟ: ଦିନ ୧୦ଟା: [880, 233, 1102, 265]
article-body: କେତେ ଜାଗାରେ କାହାର ପ୍ରଥମେ ଏହି ବିଷୟରେ ସୂଚନା ଦିଆଯାଇଥିଲା। ଜିଲ୍ଲା କଲ୍ୟାଣ ଅଧିକାରୀ ଘଟଣାସ୍ଥଳ ପରିଦର୍ଶନ କରିଥିଲେ। ଏହି ଘଟଣା ପରେ ସରକାର ହଷ୍ଟେଲରେ ସିସିଟିଭି କ୍ୟାମେରା ଲଗାଇବା ଏବଂ ମହିଳା ୱାର୍ଡେନ ନିଯୁକ୍ତି ଦେବା ପାଇଁ ପଦକ୍ଷେପ ନେଇଛନ୍ତି।: [6, 1355, 552, 1408]
horoscope-title: ଆଜିର ରାଶିଫଳ: [1120, 100, 1470, 144]
horoscope-signs: [1120, 201, 1470, 2265]
